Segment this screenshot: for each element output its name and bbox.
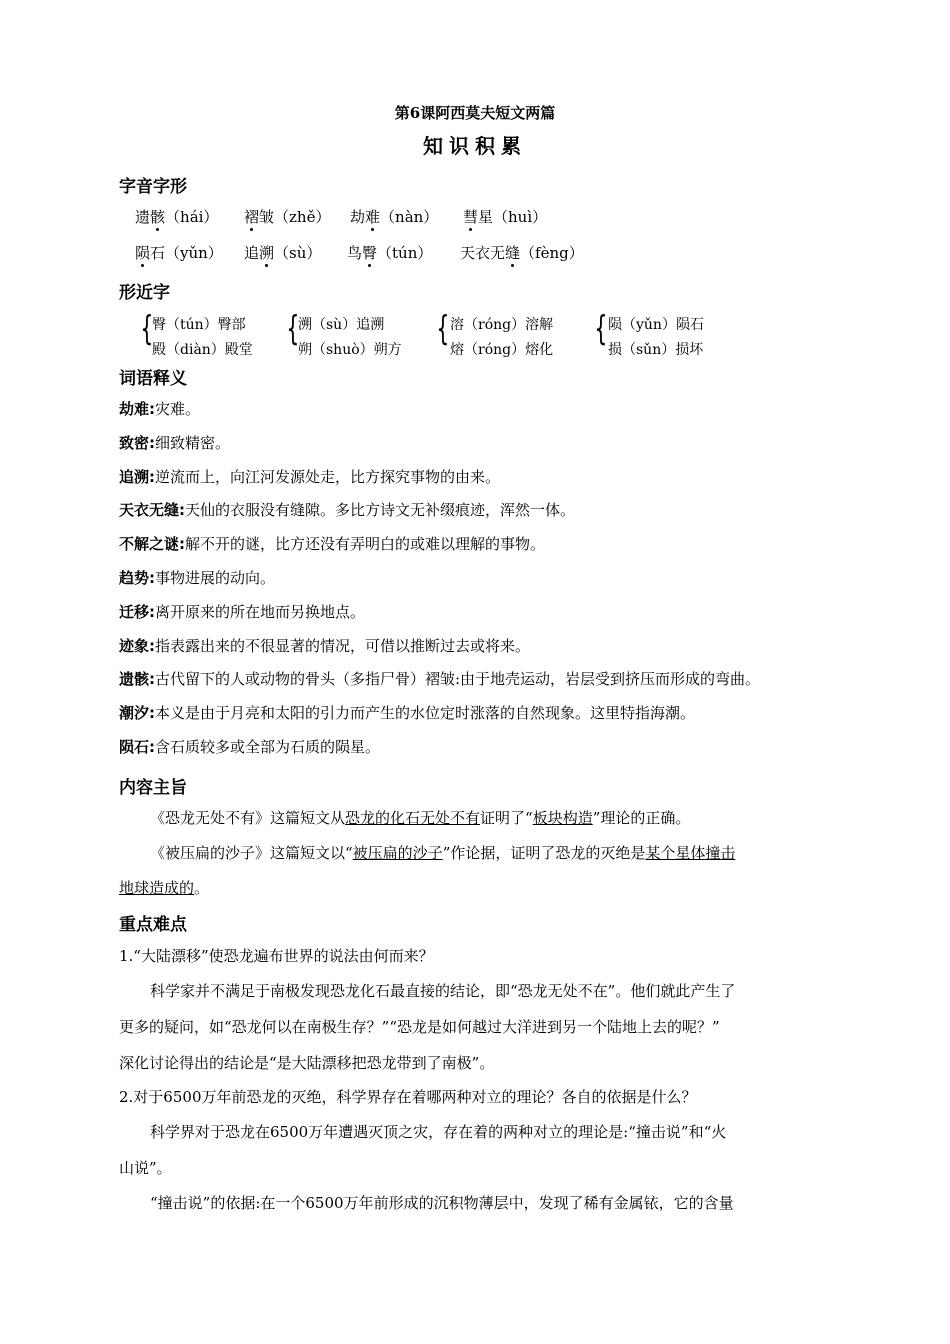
- vocabulary-item: [119, 466, 500, 487]
- section-pronunciation: 字音字形: [119, 177, 187, 197]
- page-subtitle: 知识积累: [423, 134, 527, 158]
- vocabulary-item: [119, 736, 380, 757]
- vocabulary-term: 天衣无缝:: [119, 501, 185, 520]
- pronunciation-item: 劫难（nàn）: [350, 208, 439, 226]
- section-vocabulary: 词语释义: [119, 369, 187, 389]
- vocabulary-item: [119, 702, 695, 723]
- pronunciation-item: 遗骸（hái）: [135, 208, 219, 226]
- brace-icon: {: [140, 309, 154, 349]
- vocabulary-item: [119, 601, 365, 622]
- similar-character-item: 熔（róng）熔化: [450, 342, 554, 358]
- similar-character-item: 殿（diàn）殿堂: [152, 342, 253, 358]
- theme-paragraph-1: 《恐龙无处不有》这篇短文从恐龙的化石无处不有证明了“板块构造”理论的正确。: [150, 809, 691, 827]
- vocabulary-definition: 逆流而上，向江河发源处走，比方探究事物的由来。: [155, 467, 501, 486]
- vocabulary-term: 遗骸:: [119, 670, 155, 689]
- pronunciation-item: 追溯（sù）: [244, 244, 322, 262]
- theme-paragraph-2-cont: 地球造成的。: [119, 879, 210, 897]
- brace-icon: {: [594, 309, 608, 349]
- similar-character-item: 臀（tún）臀部: [152, 317, 246, 333]
- vocabulary-definition: 事物进展的动向。: [155, 569, 276, 587]
- vocabulary-definition: 灾难。: [155, 400, 201, 418]
- vocabulary-term: 劫难:: [119, 400, 155, 418]
- question-1: 1.“大陆漂移”使恐龙遍布世界的说法由何而来？: [119, 947, 434, 965]
- lesson-title: 第6课阿西莫夫短文两篇: [394, 104, 556, 122]
- pronunciation-item: 鸟臀（tún）: [347, 244, 433, 262]
- theme-paragraph-2: 《被压扁的沙子》这篇短文以“被压扁的沙子”作论据，证明了恐龙的灭绝是某个星体撞击: [150, 844, 736, 862]
- pronunciation-item: 彗星（huì）: [463, 208, 548, 226]
- vocabulary-item: [119, 398, 200, 419]
- similar-character-item: 陨（yǔn）陨石: [608, 317, 704, 333]
- vocabulary-definition: 细致精密。: [155, 433, 231, 452]
- vocabulary-item: [119, 499, 575, 520]
- section-similar-characters: 形近字: [119, 283, 170, 303]
- vocabulary-term: 陨石:: [119, 738, 155, 756]
- answer-2-line-2: 山说”。: [119, 1159, 172, 1177]
- vocabulary-term: 潮汐:: [119, 704, 155, 723]
- vocabulary-definition: 指表露出来的不很显著的情况，可借以推断过去或将来。: [155, 636, 531, 655]
- answer-3-line-1: “撞击说”的依据:在一个6500万年前形成的沉积物薄层中，发现了稀有金属铱，它的含量: [150, 1194, 734, 1212]
- pronunciation-item: 陨石（yǔn）: [135, 244, 223, 262]
- brace-icon: {: [436, 309, 450, 349]
- vocabulary-definition: 离开原来的所在地而另换地点。: [155, 602, 366, 621]
- pronunciation-item: 天衣无缝（fèng）: [460, 244, 584, 262]
- answer-1-line-3: 深化讨论得出的结论是“是大陆漂移把恐龙带到了南极”。: [119, 1054, 495, 1072]
- vocabulary-definition: 古代留下的人或动物的骨头（多指尸骨）褶皱:由于地壳运动，岩层受到挤压而形成的弯曲。: [155, 670, 761, 689]
- brace-icon: {: [286, 309, 300, 349]
- vocabulary-item: [119, 432, 230, 453]
- question-2: 2.对于6500万年前恐龙的灭绝，科学界存在着哪两种对立的理论？各自的依据是什么？: [119, 1088, 697, 1106]
- answer-1-line-2: 更多的疑问，如“恐龙何以在南极生存？”“恐龙是如何越过大洋进到另一个陆地上去的呢？”: [119, 1018, 720, 1036]
- vocabulary-term: 迁移:: [119, 602, 155, 621]
- vocabulary-term: 迹象:: [119, 636, 155, 655]
- vocabulary-item: [119, 635, 530, 656]
- vocabulary-term: 致密:: [119, 433, 155, 452]
- vocabulary-definition: 本义是由于月亮和太阳的引力而产生的水位定时涨落的自然现象。这里特指海潮。: [155, 704, 696, 723]
- similar-character-item: 损（sǔn）损坏: [608, 342, 704, 358]
- vocabulary-item: [119, 533, 545, 554]
- similar-character-item: 朔（shuò）朔方: [298, 342, 402, 358]
- vocabulary-definition: 解不开的谜，比方还没有弄明白的或难以理解的事物。: [185, 535, 546, 554]
- vocabulary-item: [119, 668, 760, 689]
- section-theme: 内容主旨: [119, 778, 187, 798]
- pronunciation-item: 褶皱（zhě）: [244, 208, 331, 226]
- answer-2-line-1: 科学界对于恐龙在6500万年遭遇灭顶之灾，存在着的两种对立的理论是:“撞击说”和“火: [150, 1123, 727, 1141]
- vocabulary-term: 追溯:: [119, 467, 155, 486]
- similar-character-item: 溯（sù）追溯: [298, 317, 385, 333]
- section-key-points: 重点难点: [119, 915, 187, 935]
- vocabulary-term: 不解之谜:: [119, 535, 185, 554]
- vocabulary-term: 趋势:: [119, 569, 155, 587]
- vocabulary-definition: 含石质较多或全部为石质的陨星。: [155, 738, 381, 756]
- answer-1-line-1: 科学家并不满足于南极发现恐龙化石最直接的结论，即“恐龙无处不在”。他们就此产生了: [150, 982, 736, 1000]
- vocabulary-item: [119, 567, 275, 588]
- similar-character-item: 溶（róng）溶解: [450, 317, 554, 333]
- vocabulary-definition: 天仙的衣服没有缝隙。多比方诗文无补缀痕迹，浑然一体。: [185, 501, 576, 520]
